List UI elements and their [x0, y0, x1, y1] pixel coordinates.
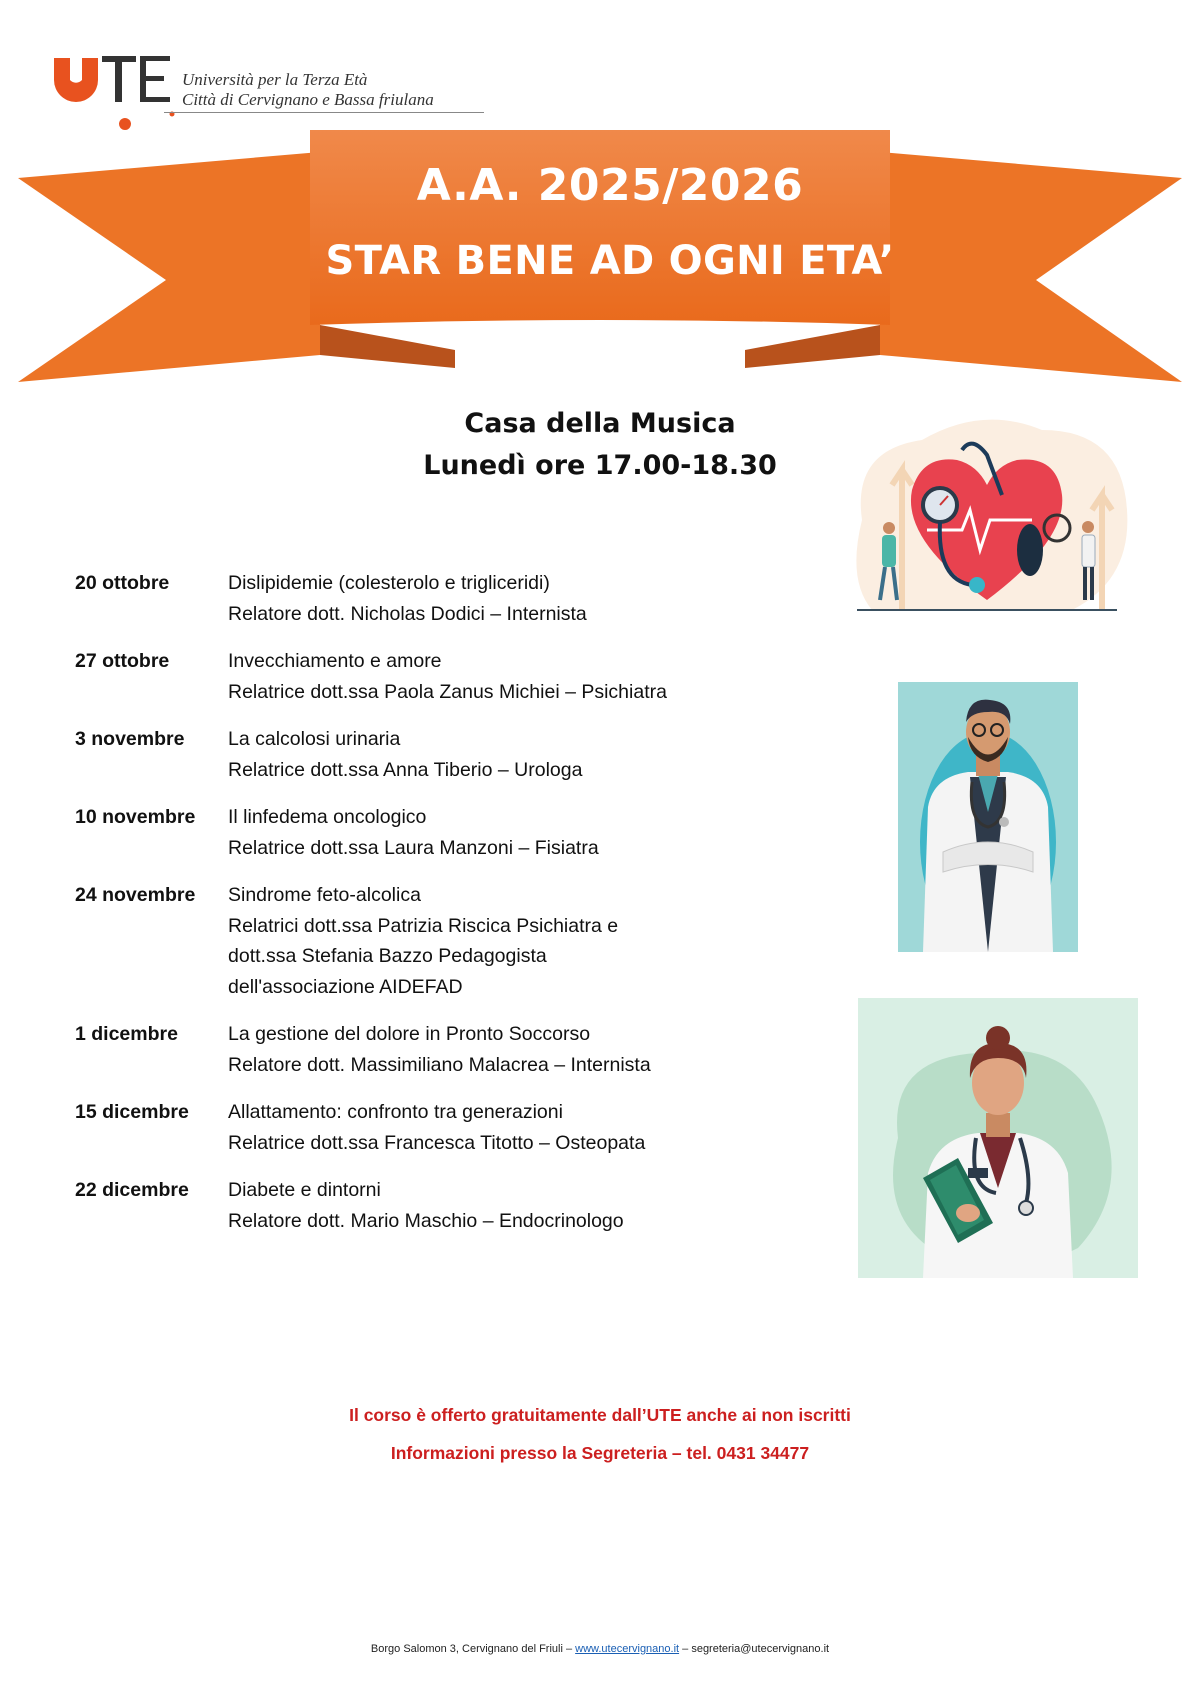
heart-stethoscope-icon — [842, 410, 1132, 620]
event-speaker: dell'associazione AIDEFAD — [228, 975, 463, 998]
event-date: 15 dicembre — [75, 1101, 189, 1123]
female-doctor-icon — [858, 998, 1138, 1278]
event-speaker: Relatrice dott.ssa Francesca Titotto – Osteopata — [228, 1131, 646, 1154]
event-speaker: Relatrici dott.ssa Patrizia Riscica Psichiatra e — [228, 914, 619, 937]
website-link[interactable]: www.utecervignano.it — [575, 1643, 680, 1655]
event-row — [75, 568, 815, 629]
event-details — [228, 880, 815, 1002]
event-speaker: Relatrice dott.ssa Laura Manzoni – Fisiatra — [228, 836, 599, 859]
event-speaker: Relatrice dott.ssa Anna Tiberio – Urologa — [228, 758, 583, 781]
ute-logo — [52, 48, 492, 136]
event-topic: Sindrome feto-alcolica — [228, 884, 421, 906]
event-topic: Diabete e dintorni — [228, 1179, 381, 1201]
venue-place: Casa della Musica — [464, 408, 736, 439]
footer — [250, 1643, 950, 1655]
female-doctor-illustration — [858, 998, 1138, 1278]
event-topic: Dislipidemie (colesterolo e trigliceridi) — [228, 572, 550, 594]
university-name-line2: Città di Cervignano e Bassa friulana — [182, 90, 434, 109]
title-banner — [0, 130, 1200, 400]
event-date: 27 ottobre — [75, 650, 170, 672]
event-topic: La calcolosi urinaria — [228, 728, 401, 750]
footer-address: Borgo Salomon 3, Cervignano del Friuli – — [370, 1643, 576, 1655]
event-details — [228, 802, 815, 863]
event-date: 24 novembre — [75, 884, 196, 906]
event-speaker: Relatore dott. Mario Maschio – Endocrinologo — [228, 1209, 624, 1232]
event-speaker: Relatore dott. Massimiliano Malacrea – Internista — [228, 1053, 651, 1076]
course-title: STAR BENE AD OGNI ETA’ — [325, 238, 895, 284]
university-name-line1: Università per la Terza Età — [182, 70, 368, 89]
event-date: 20 ottobre — [75, 572, 170, 594]
logo-divider — [164, 112, 484, 113]
event-row — [75, 646, 815, 707]
free-course-note: Il corso è offerto gratuitamente dall’UTE anche ai non iscritti — [349, 1405, 851, 1425]
event-row — [75, 802, 815, 863]
event-details — [228, 568, 815, 629]
ute-logo-icon — [52, 48, 182, 136]
event-row — [75, 1019, 815, 1080]
event-speaker: Relatrice dott.ssa Paola Zanus Michiei – Psichiatra — [228, 680, 667, 703]
male-doctor-icon — [898, 682, 1078, 952]
event-date: 1 dicembre — [75, 1023, 178, 1045]
event-topic: Il linfedema oncologico — [228, 806, 427, 828]
event-topic: La gestione del dolore in Pronto Soccorso — [228, 1023, 591, 1045]
event-details — [228, 724, 815, 785]
event-date: 10 novembre — [75, 806, 196, 828]
event-row — [75, 724, 815, 785]
info-contact-note: Informazioni presso la Segreteria – tel. 0431 34477 — [390, 1443, 810, 1463]
event-row — [75, 1097, 815, 1158]
heart-stethoscope-illustration — [842, 410, 1132, 620]
event-topic: Invecchiamento e amore — [228, 650, 442, 672]
academic-year: A.A. 2025/2026 — [416, 160, 804, 211]
event-date: 3 novembre — [75, 728, 185, 750]
event-details — [228, 646, 815, 707]
event-details — [228, 1175, 815, 1236]
venue-time: Lunedì ore 17.00-18.30 — [423, 450, 777, 481]
event-date: 22 dicembre — [75, 1179, 189, 1201]
event-details — [228, 1019, 815, 1080]
event-details — [228, 1097, 815, 1158]
event-speaker: Relatore dott. Nicholas Dodici – Internista — [228, 602, 587, 625]
footer-email: – segreteria@utecervignano.it — [679, 1643, 830, 1655]
event-topic: Allattamento: confronto tra generazioni — [228, 1101, 563, 1123]
event-row — [75, 880, 815, 1002]
male-doctor-illustration — [898, 682, 1078, 952]
event-row — [75, 1175, 815, 1236]
event-schedule — [75, 568, 815, 1253]
event-speaker: dott.ssa Stefania Bazzo Pedagogista — [228, 945, 547, 967]
